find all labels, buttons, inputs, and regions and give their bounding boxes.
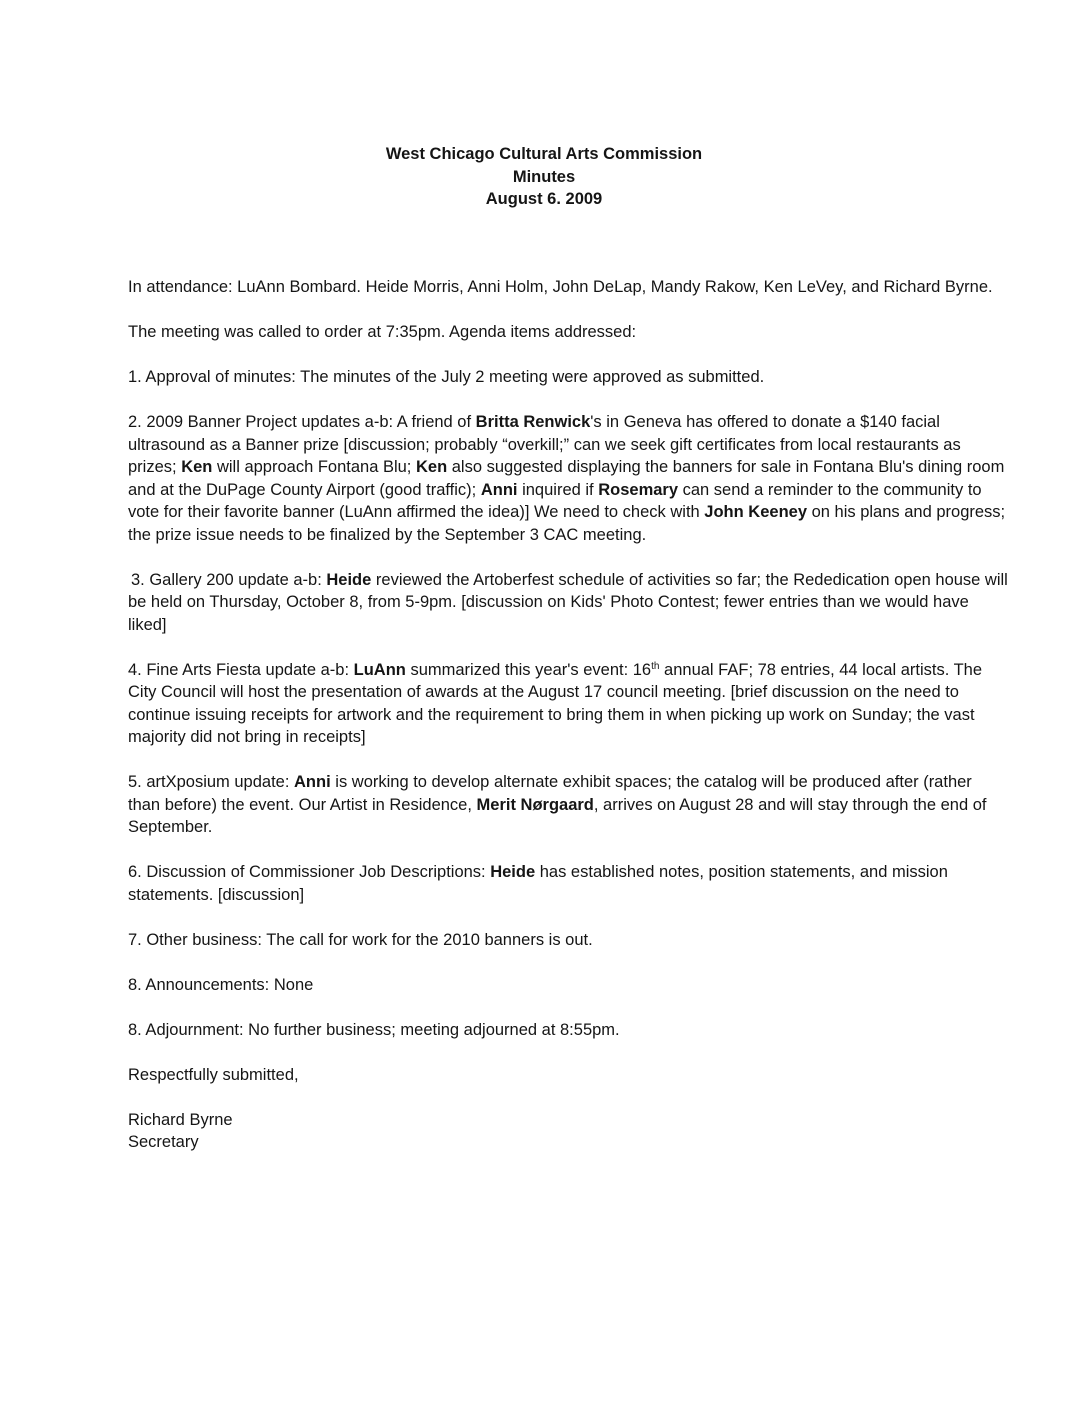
- attendance-paragraph: In attendance: LuAnn Bombard. Heide Morris, Anni Holm, John DeLap, Mandy Rakow, Ken LeVey, and Richard Byrne.: [128, 278, 993, 296]
- item-bold-name: Heide: [490, 863, 536, 881]
- item-bold-name: Anni: [294, 773, 331, 791]
- item-text: has established notes, position statements, and mission statements. [discussion]: [128, 863, 948, 904]
- call-to-order-paragraph: The meeting was called to order at 7:35pm. Agenda items addressed:: [128, 323, 637, 341]
- item-bold-name: Rosemary: [598, 480, 679, 499]
- item-text: , arrives on August 28 and will stay through the end of September.: [128, 795, 987, 836]
- document-body: [128, 276, 1008, 1154]
- item-text: 8. Adjournment: No further business; meeting adjourned at 8:55pm.: [128, 1020, 620, 1039]
- item-text: 8. Announcements: None: [128, 975, 314, 994]
- agenda-item-artxposium: [128, 771, 1008, 839]
- item-bold-name: John Keeney: [704, 503, 807, 521]
- item-bold-name: LuAnn: [353, 660, 406, 679]
- agenda-item-banner-project: [128, 411, 1008, 546]
- item-text: inquired if: [517, 480, 599, 499]
- ordinal-superscript: th: [651, 660, 660, 672]
- item-text: 's in Geneva has offered to donate a $140 facial ultrasound as a Banner prize [discussion; probably “overkill;” can we seek gift certificates from local restaurants as prizes;: [128, 413, 961, 476]
- item-text: 7. Other business: The call for work for the 2010 banners is out.: [128, 930, 593, 949]
- item-bold-name: Britta Renwick: [475, 413, 591, 431]
- item-text: 6. Discussion of Commissioner Job Descriptions:: [128, 863, 491, 881]
- item-bold-name: Ken: [181, 458, 213, 476]
- agenda-item-adjournment: [128, 1019, 1008, 1042]
- item-text: 5. artXposium update:: [128, 773, 295, 791]
- item-bold-name: Anni: [480, 480, 518, 499]
- item-text: reviewed the Artoberfest schedule of activities so far; the Rededication open house will be held on Thursday, October 8, from 5-9pm. [discussion on Kids' Photo Contest; fewer entries than we would have liked]: [128, 570, 1008, 634]
- item-text: also suggested displaying the banners for sale in Fontana Blu's dining room and at the DuPage County Airport (good traffic);: [128, 458, 1005, 499]
- agenda-item-other-business: [128, 929, 1008, 952]
- item-text: summarized this year's event: 16: [405, 660, 652, 679]
- item-bold-name: Ken: [415, 458, 448, 476]
- item-bold-name: Merit Nørgaard: [476, 795, 594, 814]
- item-text: 4. Fine Arts Fiesta update a-b:: [128, 660, 354, 679]
- agenda-item-gallery-200: [128, 569, 1008, 637]
- agenda-item-job-descriptions: [128, 861, 1008, 906]
- org-title: West Chicago Cultural Arts Commission: [385, 145, 703, 163]
- item-text: 2. 2009 Banner Project updates a-b: A friend of: [128, 413, 476, 431]
- item-text: can send a reminder to the community to vote for their favorite banner (LuAnn affirmed the idea)] We need to check with: [128, 480, 982, 521]
- agenda-item-announcements: [128, 974, 1008, 997]
- signature-name: Richard Byrne: [128, 1110, 233, 1129]
- item-text: annual FAF; 78 entries, 44 local artists. The City Council will host the presentation of awards at the August 17 council meeting. [brief discussion on the need to continue issuing receipts for artwork and the requirement to bring them in when picking up work on Sunday; the vast majority did not bring in receipts]: [128, 660, 983, 746]
- closing-line: Respectfully submitted,: [128, 1065, 299, 1084]
- item-bold-name: Heide: [326, 570, 372, 589]
- signature-title: Secretary: [128, 1133, 199, 1151]
- agenda-item-fine-arts-fiesta: [128, 659, 1008, 749]
- document-type: Minutes: [512, 167, 576, 186]
- item-text: 1. Approval of minutes: The minutes of the July 2 meeting were approved as submitted.: [128, 368, 765, 386]
- document-header: [0, 143, 1088, 211]
- item-text: is working to develop alternate exhibit spaces; the catalog will be produced after (rather than before) the event. Our Artist in Residence,: [128, 773, 972, 814]
- agenda-item-approval: [128, 366, 1008, 389]
- item-text: on his plans and progress; the prize issue needs to be finalized by the September 3 CAC meeting.: [128, 503, 1006, 544]
- meeting-date: August 6. 2009: [485, 190, 603, 208]
- item-text: will approach Fontana Blu;: [212, 458, 416, 476]
- item-text: 3. Gallery 200 update a-b:: [131, 570, 327, 589]
